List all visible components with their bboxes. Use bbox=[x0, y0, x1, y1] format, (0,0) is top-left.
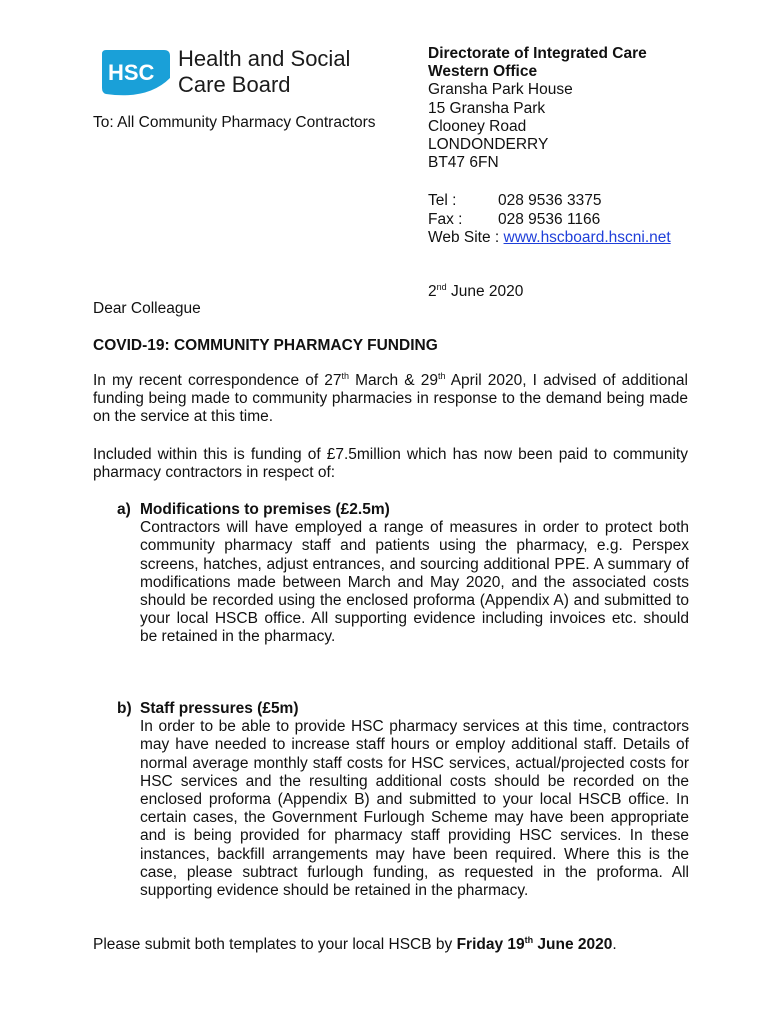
letter-date bbox=[428, 283, 523, 301]
deadline-suffix: th bbox=[524, 935, 534, 945]
paragraph-1 bbox=[93, 372, 688, 427]
web-row bbox=[428, 229, 671, 248]
item-letter: b) bbox=[117, 700, 132, 717]
date-day: 2 bbox=[428, 283, 437, 300]
deadline-day: Friday 19 bbox=[456, 936, 525, 953]
closing-pre: Please submit both templates to your local HSCB by bbox=[93, 936, 457, 953]
website-link[interactable]: www.hscboard.hscni.net bbox=[503, 229, 671, 246]
fax-label: Fax : bbox=[428, 210, 463, 228]
tel-value: 028 9536 3375 bbox=[498, 192, 602, 209]
item-heading: Staff pressures (£5m) bbox=[140, 700, 299, 717]
sender-address bbox=[428, 45, 647, 172]
para1-pre: In my recent correspondence of 27 bbox=[93, 372, 342, 389]
para1-sup2: th bbox=[437, 371, 446, 381]
address-line3: Gransha Park House bbox=[428, 81, 573, 99]
web-label: Web Site : bbox=[428, 229, 504, 246]
tel-label: Tel : bbox=[428, 192, 457, 209]
closing-end: . bbox=[612, 936, 617, 953]
item-letter: a) bbox=[117, 501, 131, 518]
fax-row bbox=[428, 211, 671, 230]
deadline-rest: June 2020 bbox=[533, 936, 613, 953]
paragraph-2: Included within this is funding of £7.5million which has now been paid to community pharmacy contractors in respect of: bbox=[93, 446, 688, 482]
address-line4: 15 Gransha Park bbox=[428, 99, 546, 117]
contact-details bbox=[428, 192, 671, 248]
item-text: Contractors will have employed a range of measures in order to protect both community pharmacy staff and patients using the pharmacy, e.g. Perspex screens, hatches, adjust entrances, and sourcing additional PPE. A summary of modifications made between March and May 2020, and the associated costs should be recorded using the enclosed proforma (Appendix A) and submitted to your local HSCB office. All supporting evidence including invoices etc. should be retained in the pharmacy. bbox=[140, 519, 689, 646]
address-line1: Directorate of Integrated Care bbox=[428, 45, 647, 62]
list-item bbox=[117, 700, 689, 925]
address-line6: LONDONDERRY bbox=[428, 136, 549, 154]
logo-name-line1: Health and Social bbox=[178, 46, 351, 71]
address-line7: BT47 6FN bbox=[428, 154, 499, 172]
list-item bbox=[117, 501, 689, 671]
hscb-logo bbox=[98, 46, 368, 102]
logo-acronym: HSC bbox=[108, 60, 155, 85]
item-heading: Modifications to premises (£2.5m) bbox=[140, 501, 390, 518]
date-rest: June 2020 bbox=[446, 283, 524, 300]
logo-name bbox=[178, 46, 350, 98]
logo-name-line2: Care Board bbox=[178, 72, 291, 97]
para1-post: April 2020, I advised of additional funding being made to community pharmacies in response to the demand being made on the service at this time. bbox=[93, 372, 688, 426]
fax-value: 028 9536 1166 bbox=[498, 210, 601, 228]
address-line5: Clooney Road bbox=[428, 117, 527, 135]
date-suffix: nd bbox=[436, 282, 447, 292]
closing-line bbox=[93, 936, 617, 954]
address-line2: Western Office bbox=[428, 63, 538, 81]
recipient-line: To: All Community Pharmacy Contractors bbox=[93, 114, 376, 131]
subject-heading: COVID-19: COMMUNITY PHARMACY FUNDING bbox=[93, 337, 438, 354]
item-body bbox=[140, 501, 689, 647]
para1-mid: March & 29 bbox=[349, 372, 438, 389]
item-body bbox=[140, 700, 689, 900]
hsc-logo-mark bbox=[98, 48, 172, 96]
tel-row bbox=[428, 192, 671, 211]
salutation: Dear Colleague bbox=[93, 300, 201, 317]
para1-sup1: th bbox=[341, 371, 349, 381]
item-text: In order to be able to provide HSC pharmacy services at this time, contractors may have needed to increase staff hours or employ additional staff. Details of normal average monthly staff costs for HSC services, actual/projected costs for HSC services and the resulting additional costs should be recorded on the enclosed proforma (Appendix B) and submitted to your local HSCB office. In certain cases, the Government Furlough Scheme may have been appropriate and is being provided for pharmacy staff providing HSC services. In these instances, backfill arrangements may have been required. Where this is the case, please subtract furlough funding, as requested in the proforma. All supporting evidence should be retained in the pharmacy. bbox=[140, 718, 689, 900]
